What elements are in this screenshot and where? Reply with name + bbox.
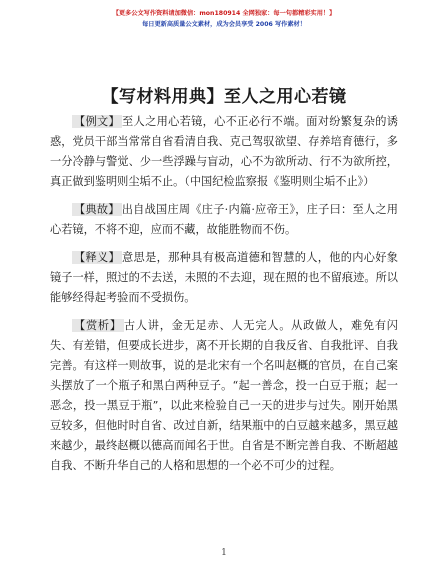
section-head-meaning: 【释义】 bbox=[74, 251, 121, 264]
paragraph-allusion bbox=[50, 200, 398, 240]
document-body bbox=[50, 112, 398, 484]
section-head-appreciation: 【赏析】 bbox=[74, 319, 122, 332]
paragraph-text: 至人之用心若镜，心不正必行不端。面对纷繁复杂的诱惑，党员干部当常常自省看清自我、克己驾驭欲望、存养培育德行，多一分冷静与警觉、少一些浮躁与盲动，心不为欲所动、行不为欲所控，真正做到鉴明则尘垢不止。（中国纪检监察报《鉴明则尘垢不止》） bbox=[50, 115, 398, 188]
paragraph-meaning bbox=[50, 248, 398, 308]
paragraph-appreciation bbox=[50, 316, 398, 476]
paragraph-text: 意思是，那种具有极高道德和智慧的人，他的内心好象镜子一样，照过的不去送，未照的不去迎，现在照的也不留痕迹。所以能够经得起考验而不受损伤。 bbox=[50, 251, 398, 304]
page-number: 1 bbox=[221, 548, 227, 558]
promo-banner-line2: 每日更新高质量公文素材，成为会员享受 2006 写作素材！ bbox=[142, 21, 306, 28]
section-head-example: 【例文】 bbox=[74, 115, 121, 128]
paragraph-text: 出自战国庄周《庄子·内篇·应帝王》，庄子曰：至人之用心若镜，不将不迎，应而不藏，故能胜物而不伤。 bbox=[50, 203, 398, 236]
paragraph-example bbox=[50, 112, 398, 192]
promo-banner-line1: 【更多公文写作资料请加微信：mon180914 全网独家：每一句都精彩实用！】 bbox=[112, 10, 336, 17]
promo-banner bbox=[0, 8, 448, 30]
section-head-allusion: 【典故】 bbox=[74, 203, 120, 216]
paragraph-text: 古人讲，金无足赤、人无完人。从政做人，难免有闪失、有差错，但要成长进步，离不开长期的自我反省、自我批评、自我完善。有这样一则故事，说的是北宋有一个名叫赵概的官员，在自己案头摆放了一个瓶子和黑白两种豆子。“起一善念，投一白豆于瓶；起一恶念，投一黑豆于瓶”，以此来检验自己一天的进步与过失。刚开始黑豆较多，但他时时自省、改过自新，结果瓶中的白豆越来越多，黑豆越来越少，最终赵概以德高而闻名于世。自省是不断完善自我、不断超越自我、不断升华自己的人格和思想的一个必不可少的过程。 bbox=[50, 319, 398, 472]
document-title: 【写材料用典】至人之用心若镜 bbox=[101, 87, 347, 107]
